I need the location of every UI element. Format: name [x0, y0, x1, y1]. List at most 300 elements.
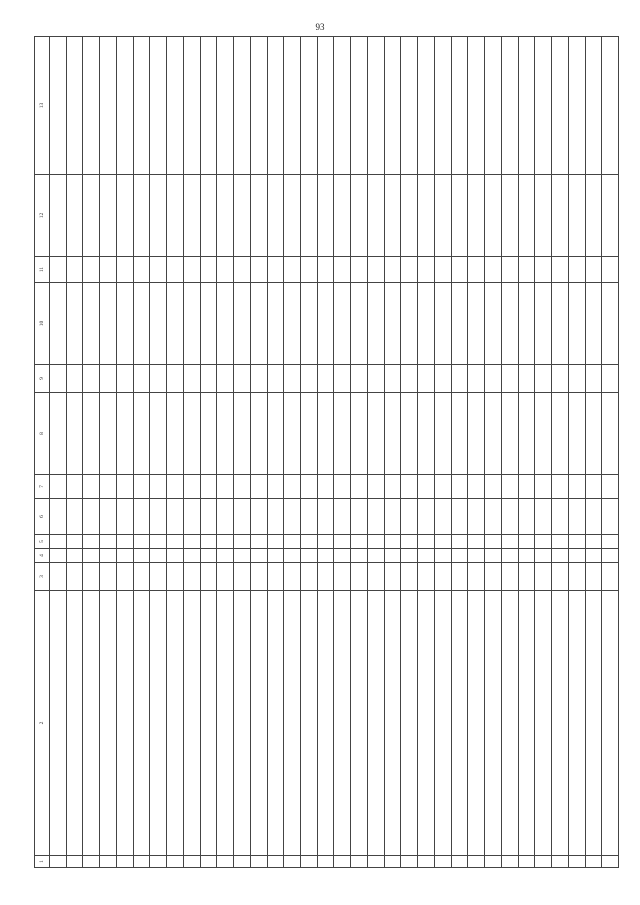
table-cell: [150, 37, 167, 175]
table-cell: [602, 563, 619, 591]
table-cell: [351, 257, 368, 283]
table-cell: [535, 283, 552, 365]
table-cell: [518, 563, 535, 591]
table-cell: [602, 393, 619, 475]
table-cell: [552, 393, 569, 475]
table-cell: [418, 475, 435, 499]
table-cell: [518, 535, 535, 549]
table-cell: [334, 563, 351, 591]
table-cell: [116, 563, 133, 591]
table-cell: [535, 535, 552, 549]
table-cell: [100, 591, 117, 856]
table-cell: [200, 257, 217, 283]
table-cell: [602, 591, 619, 856]
table-cell: [234, 37, 251, 175]
table-cell: [434, 499, 451, 535]
table-cell: [150, 283, 167, 365]
table-cell: [334, 175, 351, 257]
table-cell: [552, 563, 569, 591]
table-cell: [83, 549, 100, 563]
table-cell: [183, 535, 200, 549]
table-cell: [401, 475, 418, 499]
table-cell: [100, 499, 117, 535]
table-cell: [602, 175, 619, 257]
table-cell: [468, 563, 485, 591]
column-header: 11: [35, 257, 50, 283]
table-cell: [150, 591, 167, 856]
table-cell: [234, 475, 251, 499]
table-cell: [434, 37, 451, 175]
table-cell: [552, 365, 569, 393]
table-cell: [384, 856, 401, 868]
table-row: [334, 37, 351, 868]
table-cell: [234, 257, 251, 283]
table-cell: [501, 563, 518, 591]
table-cell: [200, 475, 217, 499]
table-cell: [351, 393, 368, 475]
table-cell: [552, 549, 569, 563]
table-cell: [334, 37, 351, 175]
table-cell: [334, 499, 351, 535]
table-cell: [183, 257, 200, 283]
table-cell: [451, 283, 468, 365]
table-cell: [150, 393, 167, 475]
table-cell: [301, 283, 318, 365]
table-cell: [317, 283, 334, 365]
table-cell: [418, 535, 435, 549]
table-cell: [468, 175, 485, 257]
table-cell: [284, 563, 301, 591]
table-cell: [535, 175, 552, 257]
table-cell: [50, 549, 67, 563]
table-row: [83, 37, 100, 868]
table-cell: [50, 535, 67, 549]
table-cell: [317, 535, 334, 549]
table-cell: [200, 563, 217, 591]
table-cell: [66, 563, 83, 591]
table-cell: [367, 475, 384, 499]
table-cell: [100, 257, 117, 283]
table-cell: [401, 175, 418, 257]
table-cell: [418, 563, 435, 591]
table-cell: [518, 257, 535, 283]
table-cell: [183, 393, 200, 475]
table-cell: [284, 591, 301, 856]
table-cell: [167, 283, 184, 365]
table-cell: [116, 365, 133, 393]
table-cell: [384, 475, 401, 499]
table-cell: [351, 563, 368, 591]
table-cell: [200, 499, 217, 535]
table-cell: [267, 591, 284, 856]
table-cell: [451, 591, 468, 856]
table-cell: [384, 283, 401, 365]
table-cell: [434, 563, 451, 591]
table-cell: [351, 175, 368, 257]
table-row: [234, 37, 251, 868]
table-cell: [167, 535, 184, 549]
table-cell: [217, 591, 234, 856]
table-cell: [50, 257, 67, 283]
table-cell: [267, 549, 284, 563]
table-cell: [217, 257, 234, 283]
table-cell: [116, 549, 133, 563]
table-cell: [267, 37, 284, 175]
column-header: 8: [35, 393, 50, 475]
table-cell: [451, 563, 468, 591]
table-cell: [284, 535, 301, 549]
table-cell: [100, 37, 117, 175]
table-row: [367, 37, 384, 868]
table-row: [451, 37, 468, 868]
table-cell: [518, 393, 535, 475]
table-row: [535, 37, 552, 868]
table-cell: [284, 257, 301, 283]
table-cell: [83, 563, 100, 591]
table-cell: [116, 175, 133, 257]
table-cell: [167, 591, 184, 856]
table-cell: [535, 563, 552, 591]
table-cell: [585, 283, 602, 365]
table-cell: [217, 175, 234, 257]
table-cell: [66, 535, 83, 549]
table-cell: [367, 563, 384, 591]
table-cell: [568, 549, 585, 563]
table-cell: [301, 475, 318, 499]
table-cell: [183, 856, 200, 868]
table-cell: [83, 499, 100, 535]
table-cell: [367, 283, 384, 365]
table-cell: [434, 475, 451, 499]
table-cell: [367, 37, 384, 175]
table-cell: [568, 393, 585, 475]
table-cell: [585, 591, 602, 856]
table-cell: [234, 535, 251, 549]
table-cell: [552, 37, 569, 175]
table-row: [150, 37, 167, 868]
table-cell: [167, 175, 184, 257]
table-cell: [250, 283, 267, 365]
table-body: [50, 37, 619, 868]
table-cell: [183, 549, 200, 563]
table-cell: [234, 549, 251, 563]
table-cell: [568, 365, 585, 393]
table-cell: [585, 563, 602, 591]
table-cell: [234, 175, 251, 257]
table-cell: [485, 499, 502, 535]
table-cell: [301, 535, 318, 549]
table-cell: [167, 393, 184, 475]
table-cell: [183, 499, 200, 535]
table-cell: [317, 591, 334, 856]
table-cell: [518, 591, 535, 856]
table-cell: [334, 549, 351, 563]
table-cell: [602, 856, 619, 868]
table-cell: [267, 563, 284, 591]
table-cell: [401, 257, 418, 283]
table-cell: [250, 475, 267, 499]
table-cell: [351, 549, 368, 563]
table-cell: [401, 563, 418, 591]
table-cell: [568, 856, 585, 868]
table-cell: [384, 393, 401, 475]
table-cell: [351, 365, 368, 393]
table-cell: [401, 591, 418, 856]
table-cell: [234, 365, 251, 393]
table-cell: [284, 393, 301, 475]
table-cell: [418, 499, 435, 535]
table-cell: [267, 365, 284, 393]
table-row: [434, 37, 451, 868]
table-cell: [468, 549, 485, 563]
column-header: 2: [35, 591, 50, 856]
table-cell: [518, 549, 535, 563]
table-cell: [568, 535, 585, 549]
table-cell: [518, 475, 535, 499]
table-cell: [585, 549, 602, 563]
table-row: [183, 37, 200, 868]
table-cell: [501, 283, 518, 365]
table-cell: [552, 283, 569, 365]
table-cell: [384, 549, 401, 563]
table-row: [401, 37, 418, 868]
table-cell: [317, 549, 334, 563]
table-cell: [133, 257, 150, 283]
table-cell: [250, 257, 267, 283]
table-cell: [418, 175, 435, 257]
table-cell: [267, 856, 284, 868]
table-cell: [217, 856, 234, 868]
table-cell: [50, 175, 67, 257]
table-cell: [501, 475, 518, 499]
table-cell: [200, 365, 217, 393]
table-cell: [167, 365, 184, 393]
table-cell: [384, 175, 401, 257]
table-cell: [485, 283, 502, 365]
table-cell: [434, 393, 451, 475]
table-cell: [418, 257, 435, 283]
table-cell: [334, 393, 351, 475]
table-cell: [518, 499, 535, 535]
column-header: 1: [35, 856, 50, 868]
table-cell: [485, 393, 502, 475]
table-cell: [552, 475, 569, 499]
table-cell: [66, 856, 83, 868]
table-cell: [384, 257, 401, 283]
table-cell: [367, 535, 384, 549]
table-cell: [585, 499, 602, 535]
table-cell: [552, 175, 569, 257]
table-cell: [301, 37, 318, 175]
table-cell: [100, 535, 117, 549]
table-cell: [535, 499, 552, 535]
table-cell: [568, 257, 585, 283]
table-cell: [351, 856, 368, 868]
table-cell: [217, 535, 234, 549]
table-cell: [250, 499, 267, 535]
column-header: 3: [35, 563, 50, 591]
table-cell: [501, 591, 518, 856]
table-cell: [451, 175, 468, 257]
table-cell: [351, 535, 368, 549]
table-row: [418, 37, 435, 868]
table-cell: [50, 37, 67, 175]
table-cell: [133, 365, 150, 393]
table-cell: [451, 535, 468, 549]
table-cell: [485, 365, 502, 393]
table-cell: [401, 499, 418, 535]
table-cell: [133, 563, 150, 591]
table-cell: [200, 856, 217, 868]
table-cell: [301, 856, 318, 868]
table-cell: [351, 283, 368, 365]
table-cell: [468, 283, 485, 365]
table-cell: [133, 37, 150, 175]
table-cell: [468, 856, 485, 868]
table-cell: [250, 365, 267, 393]
table-cell: [418, 549, 435, 563]
table-cell: [83, 37, 100, 175]
table-cell: [301, 393, 318, 475]
table-cell: [100, 475, 117, 499]
table-cell: [133, 591, 150, 856]
table-cell: [602, 535, 619, 549]
table-cell: [334, 365, 351, 393]
table-cell: [301, 591, 318, 856]
table-row: [585, 37, 602, 868]
table-cell: [317, 499, 334, 535]
table-cell: [183, 591, 200, 856]
table-cell: [267, 175, 284, 257]
table-cell: [116, 257, 133, 283]
table-cell: [234, 591, 251, 856]
table-cell: [518, 856, 535, 868]
table-cell: [183, 175, 200, 257]
table-cell: [50, 856, 67, 868]
table-cell: [267, 475, 284, 499]
table-cell: [334, 535, 351, 549]
table-cell: [568, 283, 585, 365]
table-cell: [568, 591, 585, 856]
table-cell: [301, 563, 318, 591]
table-cell: [367, 175, 384, 257]
column-header: 10: [35, 283, 50, 365]
table-row: [217, 37, 234, 868]
table-cell: [434, 549, 451, 563]
table-cell: [217, 499, 234, 535]
table-cell: [585, 535, 602, 549]
table-cell: [217, 365, 234, 393]
table-cell: [284, 549, 301, 563]
table-cell: [217, 283, 234, 365]
table-row: [518, 37, 535, 868]
table-cell: [284, 175, 301, 257]
column-header: 6: [35, 499, 50, 535]
table-row: [552, 37, 569, 868]
table-cell: [100, 283, 117, 365]
table-row: [50, 37, 67, 868]
table-cell: [552, 591, 569, 856]
table-cell: [83, 856, 100, 868]
table-cell: [66, 365, 83, 393]
table-cell: [284, 856, 301, 868]
table-cell: [317, 37, 334, 175]
table-cell: [485, 475, 502, 499]
table-cell: [267, 283, 284, 365]
table-cell: [334, 591, 351, 856]
table-cell: [518, 283, 535, 365]
table-cell: [100, 549, 117, 563]
table-cell: [552, 499, 569, 535]
table-cell: [451, 549, 468, 563]
table-cell: [367, 591, 384, 856]
table-cell: [66, 175, 83, 257]
table-cell: [133, 535, 150, 549]
table-cell: [317, 856, 334, 868]
table-cell: [602, 37, 619, 175]
table-cell: [284, 365, 301, 393]
table-cell: [83, 175, 100, 257]
table-cell: [150, 535, 167, 549]
table-cell: [66, 499, 83, 535]
table-cell: [317, 475, 334, 499]
table-cell: [167, 499, 184, 535]
table-cell: [384, 499, 401, 535]
table-cell: [116, 393, 133, 475]
table-cell: [284, 37, 301, 175]
table-cell: [351, 37, 368, 175]
table-cell: [83, 393, 100, 475]
table-cell: [501, 535, 518, 549]
table-cell: [301, 549, 318, 563]
table-cell: [501, 499, 518, 535]
table-cell: [351, 475, 368, 499]
table-cell: [468, 475, 485, 499]
table-cell: [367, 499, 384, 535]
table-cell: [334, 856, 351, 868]
table-cell: [568, 175, 585, 257]
table-cell: [568, 37, 585, 175]
table-cell: [518, 365, 535, 393]
table-cell: [317, 257, 334, 283]
table-cell: [50, 393, 67, 475]
table-cell: [418, 591, 435, 856]
table-cell: [83, 283, 100, 365]
table-cell: [66, 257, 83, 283]
table-cell: [384, 535, 401, 549]
table-cell: [217, 549, 234, 563]
table-cell: [116, 283, 133, 365]
table-cell: [167, 257, 184, 283]
table-cell: [250, 856, 267, 868]
table-cell: [167, 549, 184, 563]
table-cell: [100, 175, 117, 257]
table-row: [317, 37, 334, 868]
table-cell: [451, 37, 468, 175]
table-cell: [317, 393, 334, 475]
table-cell: [485, 563, 502, 591]
table-cell: [384, 591, 401, 856]
table-cell: [468, 257, 485, 283]
table-row: [501, 37, 518, 868]
table-cell: [301, 257, 318, 283]
table-cell: [133, 549, 150, 563]
table-row: [167, 37, 184, 868]
table-cell: [434, 257, 451, 283]
table-cell: [183, 475, 200, 499]
table-row: [568, 37, 585, 868]
table-cell: [485, 175, 502, 257]
